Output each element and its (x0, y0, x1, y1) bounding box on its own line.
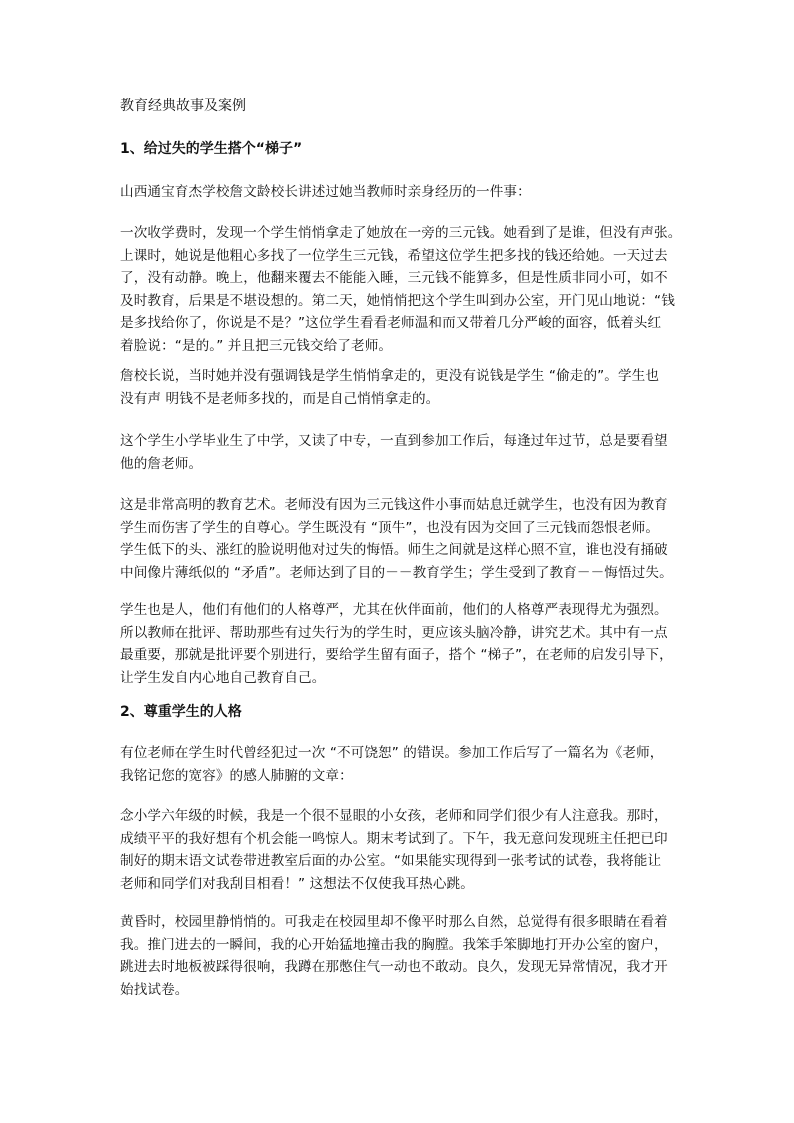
text-line: 他的詹老师。 (120, 455, 203, 472)
text-line: 学生也是人，他们有他们的人格尊严，尤其在伙伴面前，他们的人格尊严表现得尤为强烈。 (120, 602, 668, 618)
text-line: 我铭记您的宽容》的感人肺腑的文章： (120, 767, 353, 784)
text-line: 所以教师在批评、帮助那些有过失行为的学生时，更应该头脑冷静，讲究艺术。其中有一点 (120, 624, 668, 641)
text-line: 念小学六年级的时候，我是一个很不显眼的小女孩，老师和同学们很少有人注意我。那时， (120, 808, 668, 824)
text-line: 黄昏时，校园里静悄悄的。可我走在校园里却不像平时那么自然，总觉得有很多眼睛在看着 (120, 914, 668, 930)
section-1-heading: 1、给过失的学生搭个“梯子” (120, 141, 303, 157)
text-line: 上课时，她说是他粗心多找了一位学生三元钱，希望这位学生把多找的钱还给她。一天过去 (120, 247, 668, 264)
text-line: 是多找给你了，你说是不是？”这位学生看看老师温和而又带着几分严峻的面容，低着头红 (120, 315, 662, 331)
section-1-paragraph-6 (120, 599, 680, 689)
section-2-paragraph-1 (120, 742, 680, 787)
text-line: 让学生发自内心地自己教育自己。 (120, 669, 326, 686)
text-line: 中间像片薄纸似的 “矛盾”。老师达到了目的－－教育学生；学生受到了教育－－悔悟过失。 (120, 564, 673, 581)
section-2-paragraph-2 (120, 805, 680, 895)
text-line: 一次收学费时，发现一个学生悄悄拿走了她放在一旁的三元钱。她看到了是谁，但没有声张。 (120, 225, 682, 241)
text-line: 成绩平平的我好想有个机会能一鸣惊人。期末考试到了。下午，我无意问发现班主任把已印 (120, 830, 668, 847)
text-line: 学生而伤害了学生的自尊心。学生既没有 “顶牛”，也没有因为交回了三元钱而怨恨老师。 (120, 519, 660, 536)
section-1-paragraph-1 (120, 181, 680, 204)
text-line: 老师和同学们对我刮目相看！” 这想法不仅使我耳热心跳。 (120, 875, 474, 892)
text-line: 詹校长说，当时她并没有强调钱是学生悄悄拿走的，更没有说钱是学生 “偷走的”。学生也 (120, 368, 660, 384)
text-line: 着脸说：“是的。” 并且把三元钱交给了老师。 (120, 337, 393, 354)
text-line: 及时教育，后果是不堪设想的。第二天，她悄悄把这个学生叫到办公室，开门见山地说：“钱 (120, 292, 675, 309)
section-1-paragraph-4 (120, 430, 680, 475)
text-line: 制好的期末语文试卷带进教室后面的办公室。“如果能实现得到一张考试的试卷，我将能让 (120, 853, 662, 869)
section-1-paragraph-2 (120, 222, 680, 357)
text-line: 始找试卷。 (120, 981, 189, 998)
text-line: 有位老师在学生时代曾经犯过一次 “不可饶恕” 的错误。参加工作后写了一篇名为《老师， (120, 745, 664, 761)
text-line: 最重要，那就是批评要个别进行，要给学生留有面子，搭个 “梯子”，在老师的启发引导下， (120, 647, 673, 663)
section-2-paragraph-3 (120, 911, 680, 1001)
text-line: 了，没有动静。晚上，他翻来覆去不能能入睡，三元钱不能算多，但是性质非同小可，如不 (120, 270, 668, 286)
text-line: 这个学生小学毕业生了中学，又读了中专，一直到参加工作后，每逢过年过节，总是要看望 (120, 433, 668, 449)
section-1-paragraph-5 (120, 494, 680, 584)
section-1-paragraph-3 (120, 365, 680, 410)
text-line: 这是非常高明的教育艺术。老师没有因为三元钱这件小事而姑息迁就学生，也没有因为教育 (120, 497, 668, 513)
text-line: 山西通宝育杰学校詹文龄校长讲述过她当教师时亲身经历的一件事： (120, 184, 531, 200)
text-line: 没有声 明钱不是老师多找的，而是自己悄悄拿走的。 (120, 390, 440, 407)
text-line: 我。推门进去的一瞬间，我的心开始猛地撞击我的胸膛。我笨手笨脚地打开办公室的窗户， (120, 936, 668, 953)
text-line: 跳进去时地板被踩得很响，我蹲在那憋住气一动也不敢动。良久，发现无异常情况，我才开 (120, 959, 668, 975)
section-2-heading: 2、尊重学生的人格 (120, 704, 242, 720)
document-title: 教育经典故事及案例 (120, 98, 246, 114)
text-line: 学生低下的头、涨红的脸说明他对过失的悔悟。师生之间就是这样心照不宣，谁也没有捅破 (120, 542, 668, 558)
